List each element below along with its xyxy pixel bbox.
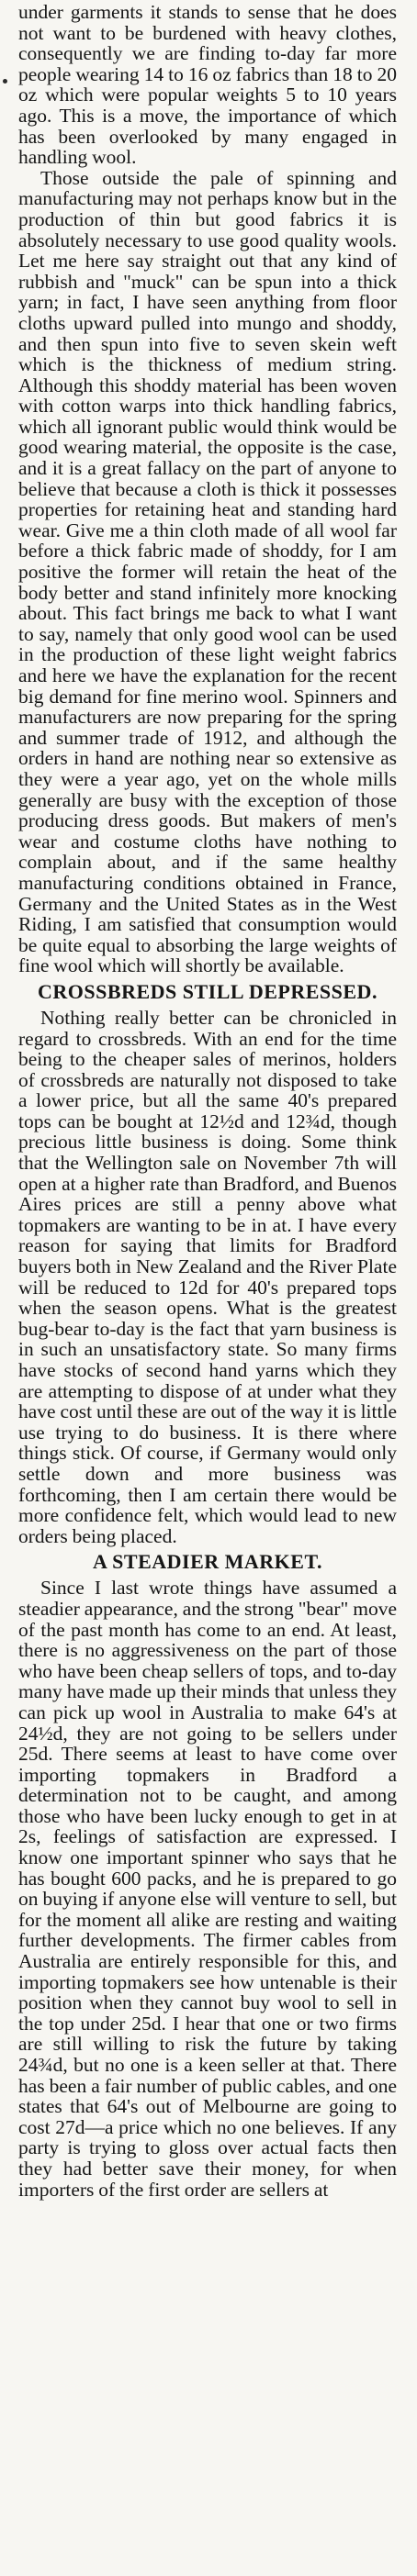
section-heading-crossbreds: CROSSBREDS STILL DEPRESSED. bbox=[38, 979, 378, 1003]
section-heading-steadier-market: A STEADIER MARKET. bbox=[92, 1550, 323, 1574]
steadier-market-paragraph: Since I last wrote things have assumed a steadier appearance, and the strong "bear" move of the past month has come to an end. At least, there is no aggressiveness on the part of those who have been cheap sellers of tops, and to-day many have made up their minds that unless they can pick up wool in Australia to make 64's at 24½d, they are not going to be sellers under 25d. There seems at least to have come over importing topmakers in Bradford a determination not to be caught, and among those who have been lucky enough to get in at 2s, feelings of satisfaction are expressed. I know one important spinner who says that he has bought 600 packs, and he is prepared to go on buying if anyone else will venture to sell, but for the moment all alike are resting and waiting further developments. The firmer cables from Australia are entirely responsible for this, and importing topmakers see how untenable is their position when they cannot buy wool to sell in the top under 25d. I hear that one or two firms are still willing to risk the future by taking 24¾d, but no one is a keen seller at that. There has been a fair number of public cables, and one states that 64's out of Melbourne are going to cost 27d—a price which no one believes. If any party is trying to gloss over actual facts then they had better save their money, for when importers of the first order are sellers at bbox=[18, 1577, 397, 2201]
article-paragraph-1: under garments it stands to sense that he does not want to be burdened with heavy clothes, consequently we are finding to-day far more people wearing 14 to 16 oz fabrics than 18 to 20 oz which were popular weights 5 to 10 years ago. This is a move, the importance of which has been overlooked by many engaged in handling wool. bbox=[18, 1, 397, 169]
article-paragraph-2: Those outside the pale of spinning and manufacturing may not perhaps know but in the production of thin but good fabrics it is absolutely necessary to use good quality wools. Let me here say straight out that any kind of rubbish and "muck" can be spun into a thick yarn; in fact, I have seen anything from floor cloths upward pulled into mungo and shoddy, and then spun into five to seven skein weft which is the thickness of medium string. Although this shoddy material has been woven with cotton warps into thick handling fabrics, which all ignorant public would think would be good wearing material, the opposite is the case, and it is a great fallacy on the part of anyone to believe that because a cloth is thick it possesses properties for retaining heat and standing hard wear. Give me a thin cloth made of all wool far before a thick fabric made of shoddy, for I am positive the former will retain the heat of the body better and stand infinitely more knocking about. This fact brings me back to what I want to say, namely that only good wool can be used in the production of these light weight fabrics and here we have the explanation for the recent big demand for fine merino wool. Spinners and manufacturers are now preparing for the spring and summer trade of 1912, and although the orders in hand are nothing near so extensive as they were a year ago, yet on the whole mills generally are busy with the exception of those producing dress goods. But makers of men's wear and costume cloths have nothing to complain about, and if the same healthy manufacturing conditions obtained in France, Germany and the United States as in the West Riding, I am satisfied that consumption would be quite equal to absorbing the large weights of fine wool which will shortly be available. bbox=[18, 166, 397, 977]
crossbreds-paragraph: Nothing really better can be chronicled in regard to crossbreds. With an end for the time being to the cheaper sales of merinos, holders of crossbreds are naturally not disposed to take a lower price, but all the same 40's prepared tops can be bought at 12½d and 12¾d, though precious little business is doing. Some think that the Wellington sale on November 7th will open at a higher rate than Bradford, and Buenos Aires prices are still a penny above what topmakers are wanting to be in at. I have every reason for saying that limits for Bradford buyers both in New Zealand and the River Plate will be reduced to 12d for 40's prepared tops when the season opens. What is the greatest bug-bear to-day is the fact that yarn business is in such an unsatisfactory state. So many firms have stocks of second hand yarns which they are attempting to dispose of at under what they have cost until these are out of the way it is little use trying to do business. It is there where things stick. Of course, if Germany would only settle down and more business was forthcoming, then I am certain there would be more confidence felt, which would lead to new orders being placed. bbox=[18, 1006, 397, 1547]
article-column bbox=[18, 2, 397, 2200]
margin-ink-mark bbox=[3, 79, 7, 84]
